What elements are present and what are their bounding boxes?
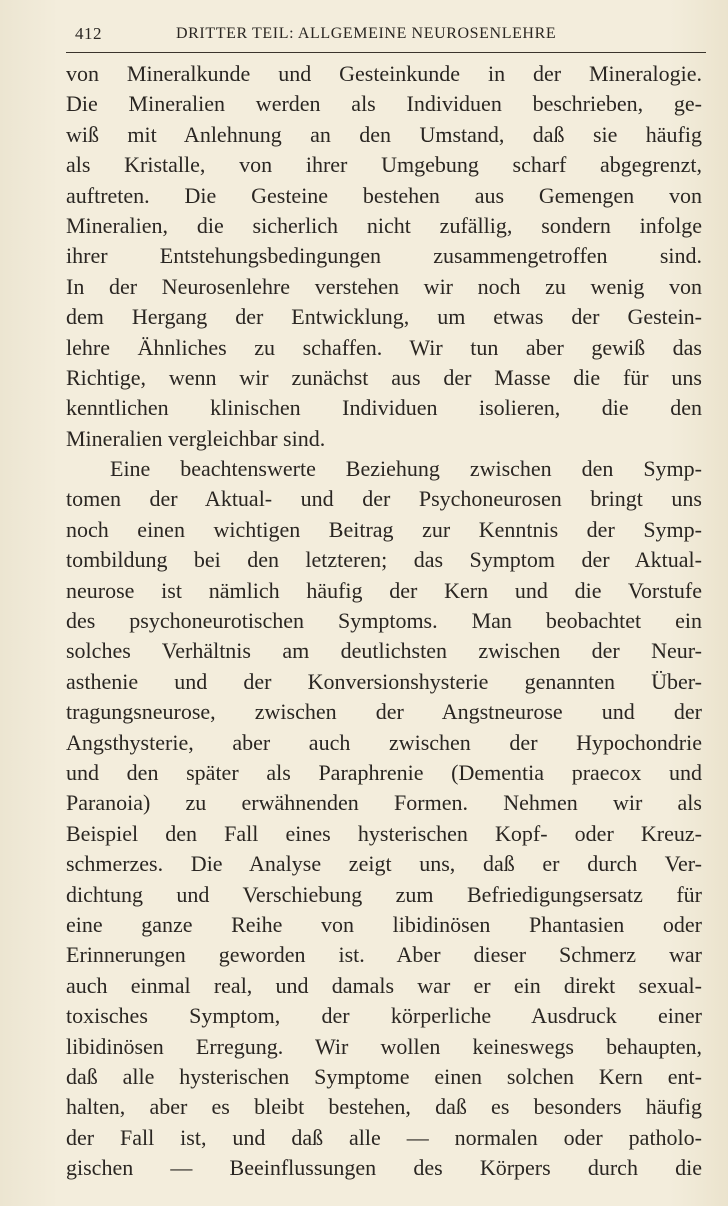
running-header [66,22,706,53]
text-line: dem Hergang der Entwicklung, um etwas der Gestein- [66,304,702,330]
text-line: schmerzes. Die Analyse zeigt uns, daß er durch Ver- [66,851,702,877]
text-line: noch einen wichtigen Beitrag zur Kenntnis der Symp- [66,516,702,542]
text-line: der Fall ist, und daß alle — normalen oder patholo- [66,1124,702,1150]
text-line: Erinnerungen geworden ist. Aber dieser Schmerz war [66,942,702,968]
text-line: daß alle hysterischen Symptome einen solchen Kern ent- [66,1063,702,1089]
text-line: Richtige, wenn wir zunächst aus der Masse die für uns [66,364,702,390]
text-line: asthenie und der Konversionshysterie genannten Über- [66,668,702,694]
text-line: lehre Ähnliches zu schaffen. Wir tun aber gewiß das [66,334,702,360]
text-line: auch einmal real, und damals war er ein direkt sexual- [66,972,702,998]
text-line: als Kristalle, von ihrer Umgebung scharf abgegrenzt, [66,152,702,178]
text-line: Paranoia) zu erwähnenden Formen. Nehmen wir als [66,790,702,816]
text-line: tombildung bei den letzteren; das Symptom der Aktual- [66,547,702,573]
text-line: solches Verhältnis am deutlichsten zwischen der Neur- [66,638,702,664]
text-line: Die Mineralien werden als Individuen beschrieben, ge- [66,91,702,117]
text-line: In der Neurosenlehre verstehen wir noch zu wenig von [66,273,702,299]
text-line: Beispiel den Fall eines hysterischen Kopf- oder Kreuz- [66,820,702,846]
text-line: auftreten. Die Gesteine bestehen aus Gemengen von [66,182,702,208]
text-line: des psychoneurotischen Symptoms. Man beobachtet ein [66,608,702,634]
text-line: Angsthysterie, aber auch zwischen der Hypochondrie [66,729,702,755]
text-line: Eine beachtenswerte Beziehung zwischen den Symp- [110,456,702,482]
text-line: neurose ist nämlich häufig der Kern und die Vorstufe [66,577,702,603]
text-line: tragungsneurose, zwischen der Angstneurose und der [66,699,702,725]
body-text [66,59,702,1183]
text-line: eine ganze Reihe von libidinösen Phantasien oder [66,911,702,937]
text-line: libidinösen Erregung. Wir wollen keineswegs behaupten, [66,1033,702,1059]
text-line: toxisches Symptom, der körperliche Ausdruck einer [66,1003,702,1029]
text-line: tomen der Aktual- und der Psychoneurosen bringt uns [66,486,702,512]
text-line: wiß mit Anlehnung an den Umstand, daß sie häufig [66,121,702,147]
text-line: gischen — Beeinflussungen des Körpers durch die [66,1155,702,1181]
text-line: halten, aber es bleibt bestehen, daß es besonders häufig [66,1094,702,1120]
text-line: ihrer Entstehungsbedingungen zusammengetroffen sind. [66,243,702,269]
text-line: dichtung und Verschiebung zum Befriedigungsersatz für [66,881,702,907]
text-line: Mineralien, die sicherlich nicht zufällig, sondern infolge [66,212,702,238]
page-number: 412 [75,24,102,43]
text-line: kenntlichen klinischen Individuen isolieren, die den [66,395,702,421]
text-line: von Mineralkunde und Gesteinkunde in der Mineralogie. [66,61,702,86]
chapter-header-title: DRITTER TEIL: ALLGEMEINE NEUROSENLEHRE [176,25,557,42]
text-line: Mineralien vergleichbar sind. [66,425,326,451]
text-line: und den später als Paraphrenie (Dementia praecox und [66,759,702,785]
